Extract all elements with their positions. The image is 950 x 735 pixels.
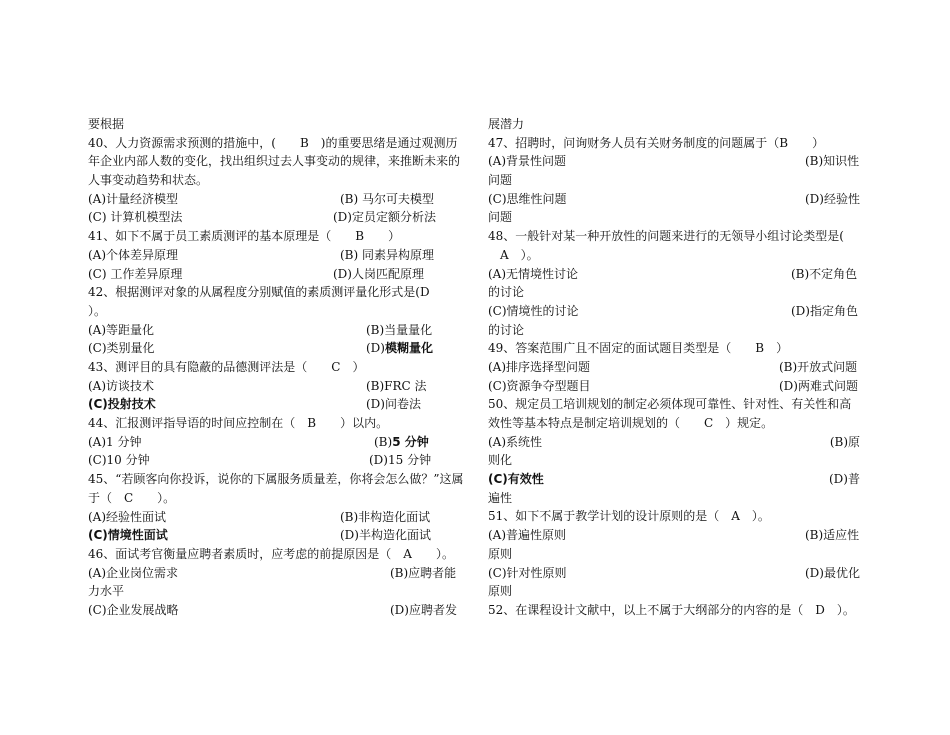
question-49: 49、答案范围广且不固定的面试题目类型是（ B ） (488, 341, 789, 356)
options-row (88, 321, 464, 340)
option-c: (C)情境性面试 (88, 528, 168, 543)
options-row (88, 377, 464, 396)
option-b-cont: 则化 (488, 453, 513, 468)
option-b: (B)当量量化 (366, 322, 433, 337)
question-52: 52、在课程设计文献中，以上不属于大纲部分的内容的是（ D ）。 (488, 602, 855, 617)
options-row (88, 265, 464, 284)
option-b: (B)开放式问题 (779, 359, 858, 374)
option-b-cont: 原则 (488, 546, 513, 561)
option-c: (C) 计算机模型法 (88, 210, 183, 225)
option-d: (D)问卷法 (366, 397, 421, 412)
options-row (488, 190, 860, 209)
option-a: (A)1 分钟 (88, 434, 142, 449)
option-b: (B)知识性 (805, 154, 860, 169)
option-d: (D)经验性 (805, 191, 860, 206)
option-c: (C)思维性问题 (488, 191, 567, 206)
option-b-text: 5 分钟 (392, 434, 429, 449)
option-d-cont: 问题 (488, 210, 513, 225)
question-42-cont: ）。 (88, 303, 107, 318)
option-d: (D)两难式问题 (779, 378, 858, 393)
text-line: 展潜力 (488, 117, 525, 131)
question-46: 46、面试考官衡量应聘者素质时，应考虑的前提原因是（ A ）。 (88, 546, 454, 561)
option-a: (A)系统性 (488, 434, 543, 449)
option-c: (C)有效性 (488, 472, 544, 487)
question-51: 51、如下不属于教学计划的设计原则的是（ A ）。 (488, 509, 770, 524)
option-b: (B)非构造化面试 (340, 509, 431, 524)
option-d: (D)最优化 (805, 565, 860, 580)
option-b: (B) 马尔可夫模型 (340, 191, 434, 206)
option-c: (C)10 分钟 (88, 453, 150, 468)
options-row (488, 564, 860, 583)
option-a: (A)排序选择型问题 (488, 359, 591, 374)
option-d-cont: 遍性 (488, 490, 513, 505)
option-a: (A)个体差异原理 (88, 247, 179, 262)
options-row (488, 302, 860, 321)
options-row (88, 433, 464, 452)
option-d-cont: 原则 (488, 584, 513, 599)
question-41: 41、如下不属于员工素质测评的基本原理是（ B ） (88, 229, 401, 244)
right-column (488, 115, 860, 620)
option-d: (D)人岗匹配原理 (333, 266, 424, 281)
option-c: (C)情境性的讨论 (488, 303, 579, 318)
option-d (366, 339, 433, 358)
options-row (88, 395, 464, 414)
option-a: (A)企业岗位需求 (88, 565, 179, 580)
options-row (488, 152, 860, 171)
option-c: (C) 工作差异原理 (88, 266, 183, 281)
option-b: (B) 同素异构原理 (340, 247, 434, 262)
option-d: (D)指定角色 (791, 303, 858, 318)
option-d-cont: 的讨论 (488, 322, 525, 337)
option-b-cont: 的讨论 (488, 285, 525, 300)
option-b-prefix: (B) (374, 434, 393, 449)
option-d: (D)半构造化面试 (340, 528, 431, 543)
options-row (488, 526, 860, 545)
options-row (488, 470, 860, 489)
option-b-cont: 力水平 (88, 584, 125, 599)
option-a: (A)等距量化 (88, 322, 155, 337)
option-a: (A)计量经济模型 (88, 191, 179, 206)
question-48: 48、一般针对某一种开放性的问题来进行的无领导小组讨论类型是( (488, 229, 844, 244)
question-50: 50、规定员工培训规划的制定必须体现可靠性、针对性、有关性和高效性等基本特点是制定培训规划的（ C ）规定。 (488, 397, 852, 431)
option-d: (D)普 (829, 472, 860, 487)
option-c: (C)类别量化 (88, 341, 155, 356)
option-d: (D)15 分钟 (369, 453, 432, 468)
option-b: (B)原 (829, 434, 860, 449)
options-row (88, 190, 464, 209)
option-b-cont: 问题 (488, 173, 513, 188)
left-column (88, 115, 464, 620)
text-line: 要根据 (88, 117, 125, 131)
option-b: (B)不定角色 (791, 266, 858, 281)
options-row (88, 564, 464, 583)
option-a: (A)无情境性讨论 (488, 266, 579, 281)
option-d: (D)应聘者发 (390, 602, 457, 617)
options-row (88, 339, 464, 358)
question-43: 43、测评目的具有隐蔽的品德测评法是（ C ） (88, 359, 365, 374)
option-a: (A)普遍性原则 (488, 528, 567, 543)
options-row (88, 208, 464, 227)
option-d-prefix: (D) (366, 341, 385, 356)
option-c: (C)针对性原则 (488, 565, 567, 580)
options-row (88, 451, 464, 470)
option-a: (A)访谈技术 (88, 378, 155, 393)
options-row (488, 358, 860, 377)
options-row (88, 601, 464, 620)
option-a: (A)经验性面试 (88, 509, 167, 524)
question-42: 42、根据测评对象的从属程度分别赋值的素质测评量化形式是(D (88, 285, 430, 300)
options-row (88, 246, 464, 265)
options-row (488, 265, 860, 284)
option-b (374, 433, 429, 452)
question-47: 47、招聘时，问询财务人员有关财务制度的问题属于（B ） (488, 135, 825, 150)
option-a: (A)背景性问题 (488, 154, 567, 169)
question-45: 45、“若顾客向你投诉，说你的下属服务质量差，你将会怎么做？”这属于（ C ）。 (88, 472, 464, 505)
option-b: (B)FRC 法 (366, 378, 427, 393)
options-row (88, 508, 464, 527)
options-row (488, 377, 860, 396)
options-row (488, 433, 860, 452)
options-row (88, 526, 464, 545)
option-c: (C)资源争夺型题目 (488, 378, 591, 393)
option-c: (C)投射技术 (88, 397, 156, 412)
option-d-text: 模糊量化 (384, 341, 433, 356)
option-b: (B)适应性 (805, 528, 860, 543)
option-c: (C)企业发展战略 (88, 602, 179, 617)
question-48-cont: A ）。 (488, 247, 539, 262)
question-40: 40、人力资源需求预测的措施中，( B )的重要思绪是通过观测历年企业内部人数的变化，找出组织过去人事变动的规律，来推断未来的人事变动趋势和状态。 (88, 135, 461, 188)
question-44: 44、汇报测评指导语的时间应控制在（ B ）以内。 (88, 416, 389, 431)
option-d: (D)定员定额分析法 (333, 210, 436, 225)
option-b: (B)应聘者能 (390, 565, 457, 580)
